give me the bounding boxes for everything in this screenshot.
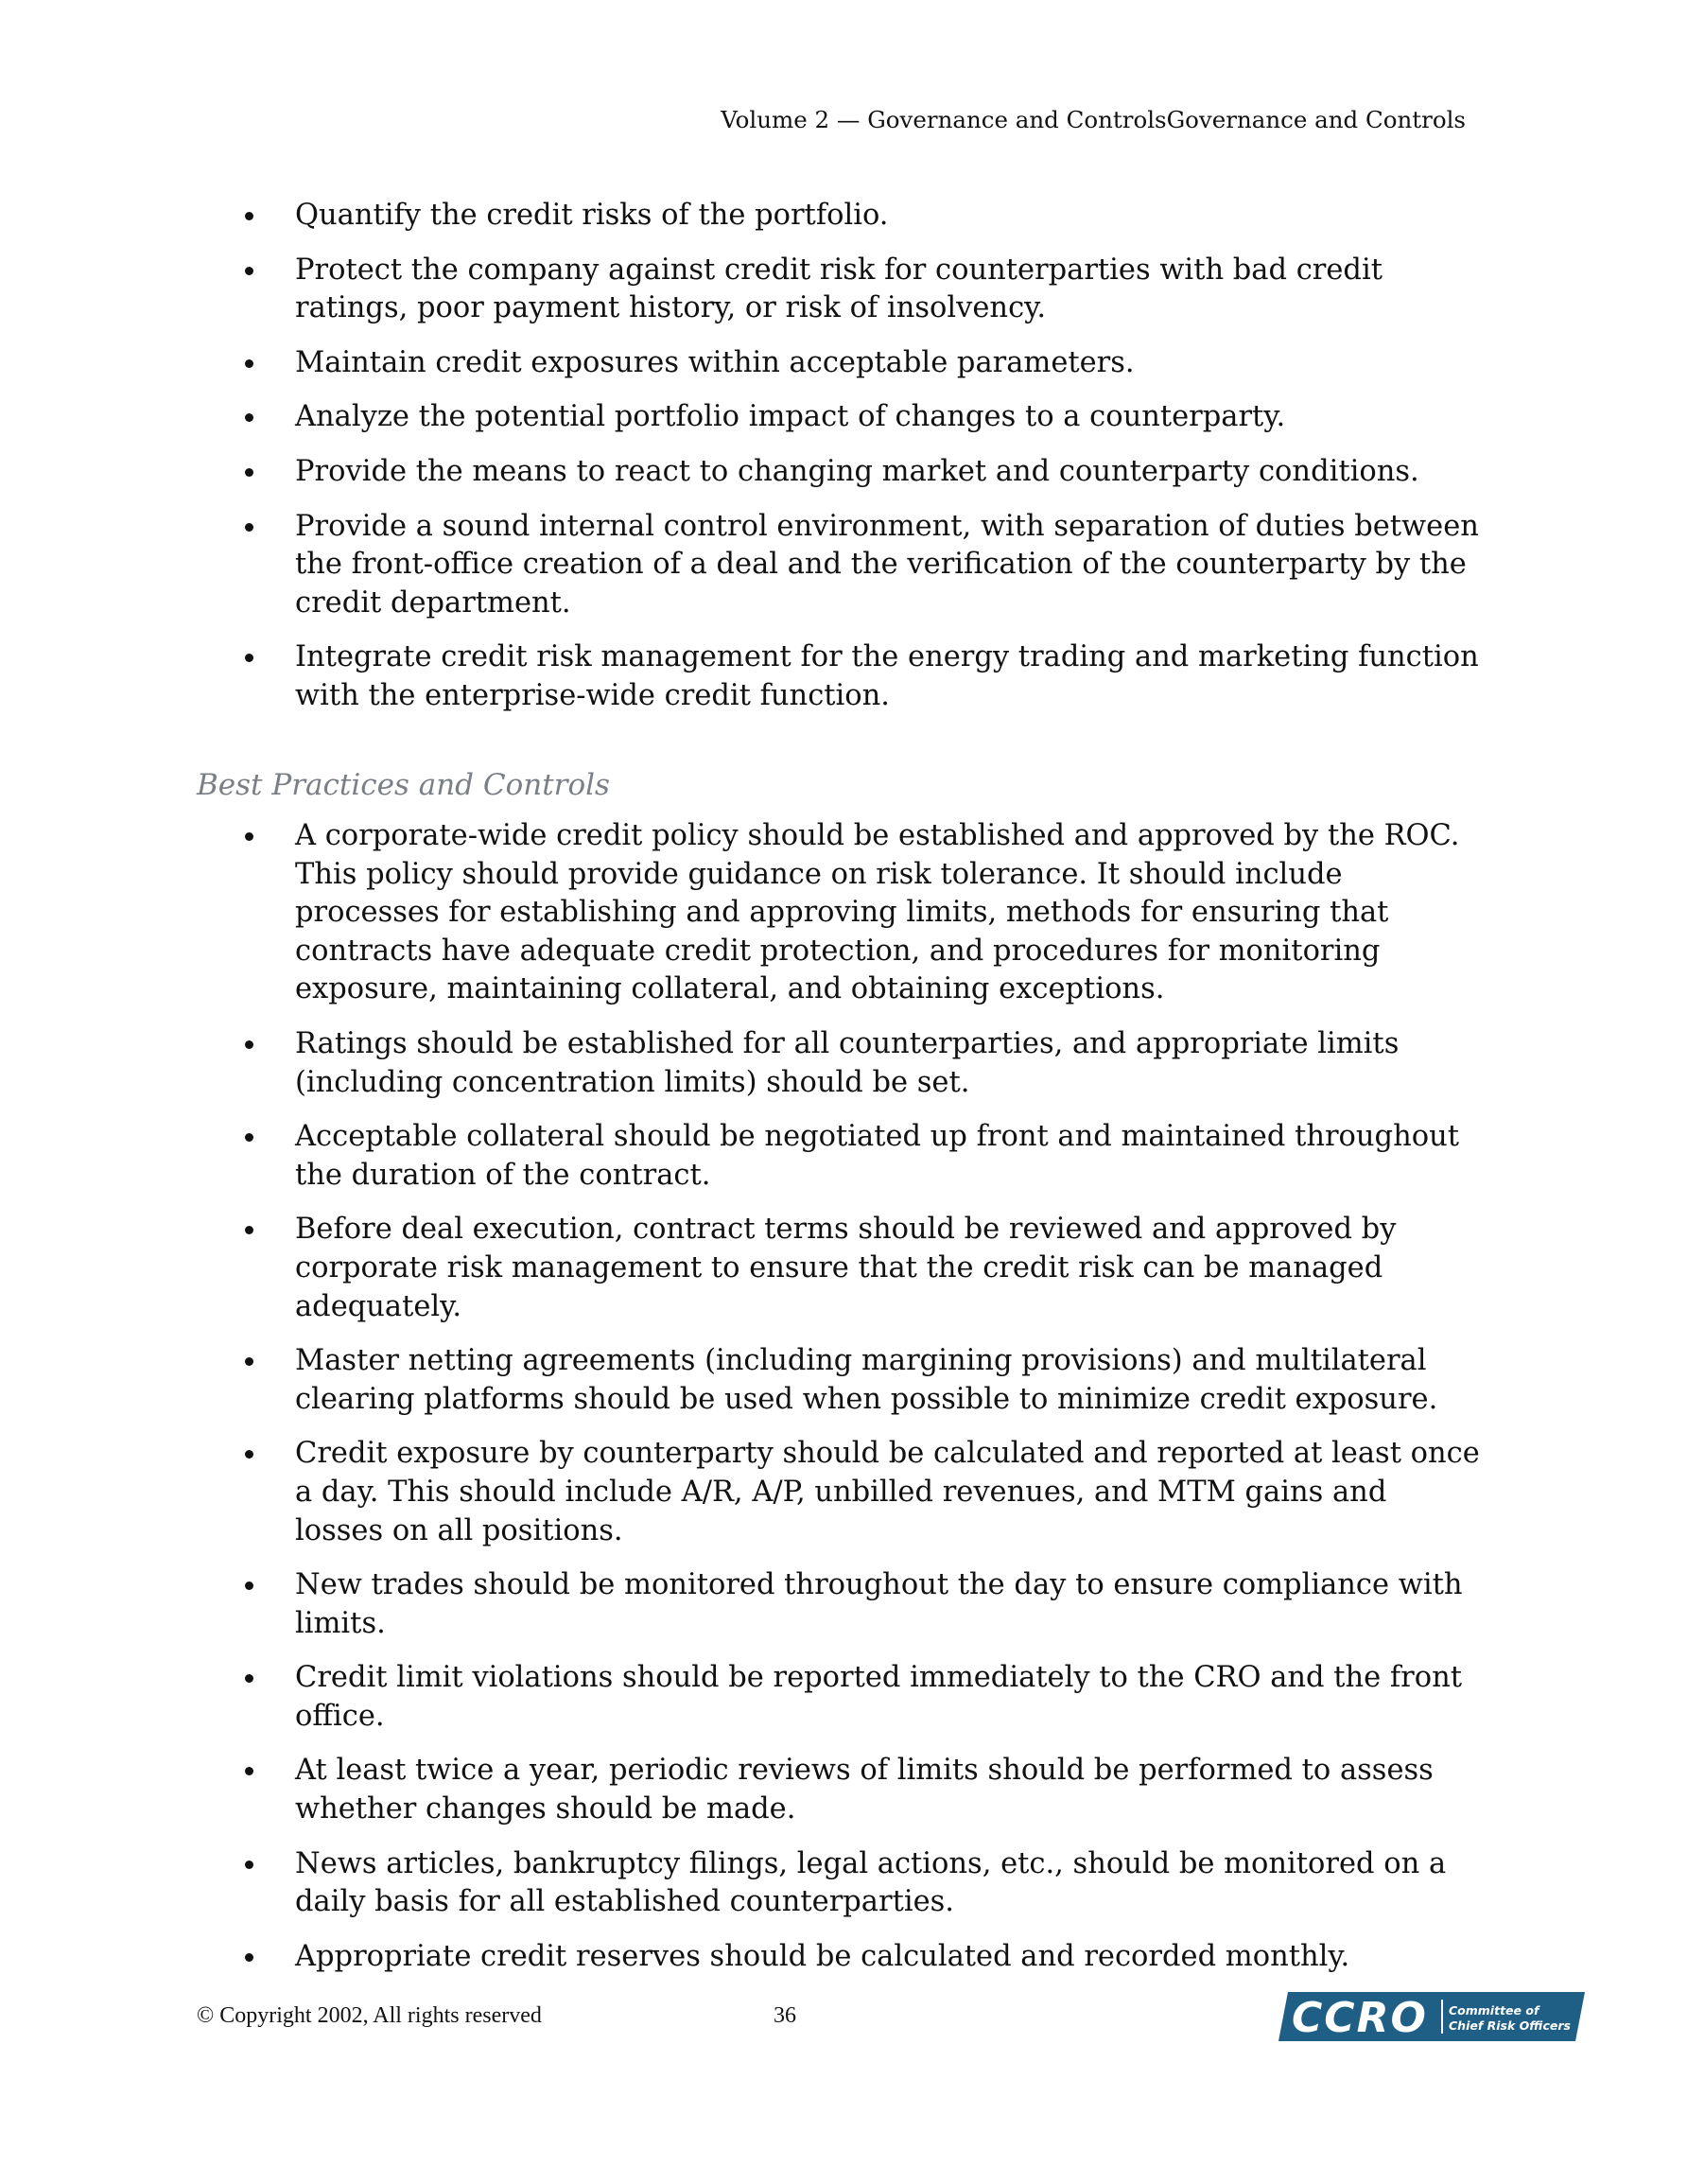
list-item — [197, 252, 1483, 328]
list-item-text: Appropriate credit reserves should be calculated and recorded monthly. — [295, 1939, 1350, 1973]
list-item — [197, 1025, 1483, 1102]
list-item-text: Ratings should be established for all counterparties, and appropriate limits (including concentration limits) should be set. — [295, 1026, 1400, 1099]
bullet-icon — [245, 413, 253, 422]
bullet-icon — [245, 654, 253, 662]
bullet-icon — [245, 212, 253, 220]
bullet-icon — [245, 1040, 253, 1049]
list-item — [197, 638, 1483, 715]
logo-line-2: Chief Risk Officers — [1449, 2018, 1571, 2033]
bullet-icon — [245, 1861, 253, 1869]
bullet-icon — [245, 1953, 253, 1962]
objectives-list — [197, 197, 1483, 732]
logo-line-1: Committee of — [1449, 2003, 1539, 2018]
list-item — [197, 344, 1483, 383]
best-practices-list — [197, 817, 1483, 1992]
list-item-text: Master netting agreements (including margining provisions) and multilateral clearing platforms should be used when possible to minimize credit exposure. — [295, 1344, 1438, 1416]
list-item-text: Credit limit violations should be reported immediately to the CRO and the front office. — [295, 1661, 1463, 1733]
bullet-icon — [245, 523, 253, 532]
bullet-icon — [245, 359, 253, 368]
list-item — [197, 1211, 1483, 1326]
list-item-text: News articles, bankruptcy filings, legal actions, etc., should be monitored on a daily basis for all established counterparties. — [295, 1846, 1447, 1919]
list-item — [197, 453, 1483, 492]
ccro-logo — [1278, 1992, 1585, 2041]
list-item — [197, 1659, 1483, 1736]
list-item-text: Provide a sound internal control environment, with separation of duties between the front-office creation of a deal and the verification of the counterparty by the credit department. — [295, 509, 1479, 620]
bullet-icon — [245, 1450, 253, 1459]
list-item — [197, 817, 1483, 1009]
list-item — [197, 1845, 1483, 1922]
logo-divider — [1441, 2000, 1443, 2034]
list-item-text: Provide the means to react to changing market and counterparty conditions. — [295, 454, 1419, 488]
list-item-text: Protect the company against credit risk for counterparties with bad credit ratings, poor payment history, or risk of insolvency. — [295, 253, 1383, 325]
section-heading: Best Practices and Controls — [197, 768, 610, 802]
list-item-text: New trades should be monitored throughout the day to ensure compliance with limits. — [295, 1568, 1463, 1640]
list-item — [197, 1566, 1483, 1643]
list-item — [197, 1938, 1483, 1977]
copyright-notice: © Copyright 2002, All rights reserved — [197, 2003, 542, 2028]
bullet-icon — [245, 832, 253, 841]
running-header: Volume 2 — Governance and ControlsGovernance and Controls — [721, 106, 1466, 133]
logo-mark: CCRO — [1292, 1994, 1428, 2041]
list-item — [197, 1118, 1483, 1195]
bullet-icon — [245, 1357, 253, 1366]
page-number: 36 — [774, 2003, 796, 2028]
bullet-icon — [245, 1226, 253, 1234]
list-item — [197, 508, 1483, 623]
bullet-icon — [245, 468, 253, 477]
list-item — [197, 398, 1483, 437]
list-item-text: Acceptable collateral should be negotiated up front and maintained throughout the duration of the contract. — [295, 1120, 1459, 1192]
list-item-text: Quantify the credit risks of the portfolio. — [295, 199, 889, 232]
list-item — [197, 1342, 1483, 1419]
list-item-text: Maintain credit exposures within acceptable parameters. — [295, 345, 1135, 379]
bullet-icon — [245, 1133, 253, 1142]
list-item-text: Before deal execution, contract terms should be reviewed and approved by corporate risk management to ensure that the credit risk can be managed adequately. — [295, 1213, 1397, 1323]
bullet-icon — [245, 1581, 253, 1590]
bullet-icon — [245, 1674, 253, 1683]
list-item — [197, 197, 1483, 236]
bullet-icon — [245, 267, 253, 275]
list-item-text: Analyze the potential portfolio impact of changes to a counterparty. — [295, 400, 1286, 434]
list-item — [197, 1752, 1483, 1828]
list-item-text: Credit exposure by counterparty should be calculated and reported at least once a day. This should include A/R, A/P, unbilled revenues, and MTM gains and losses on all positions. — [295, 1437, 1480, 1547]
bullet-icon — [245, 1767, 253, 1775]
list-item-text: Integrate credit risk management for the energy trading and marketing function with the enterprise-wide credit function. — [295, 640, 1479, 712]
list-item-text: A corporate-wide credit policy should be established and approved by the ROC. This policy should provide guidance on risk tolerance. It should include processes for establishing and approving limits, methods for ensuring that contracts have adequate credit protection, and procedures for monitoring exposure, maintaining collateral, and obtaining exceptions. — [295, 819, 1460, 1006]
list-item-text: At least twice a year, periodic reviews of limits should be performed to assess whether changes should be made. — [295, 1754, 1434, 1826]
list-item — [197, 1435, 1483, 1550]
